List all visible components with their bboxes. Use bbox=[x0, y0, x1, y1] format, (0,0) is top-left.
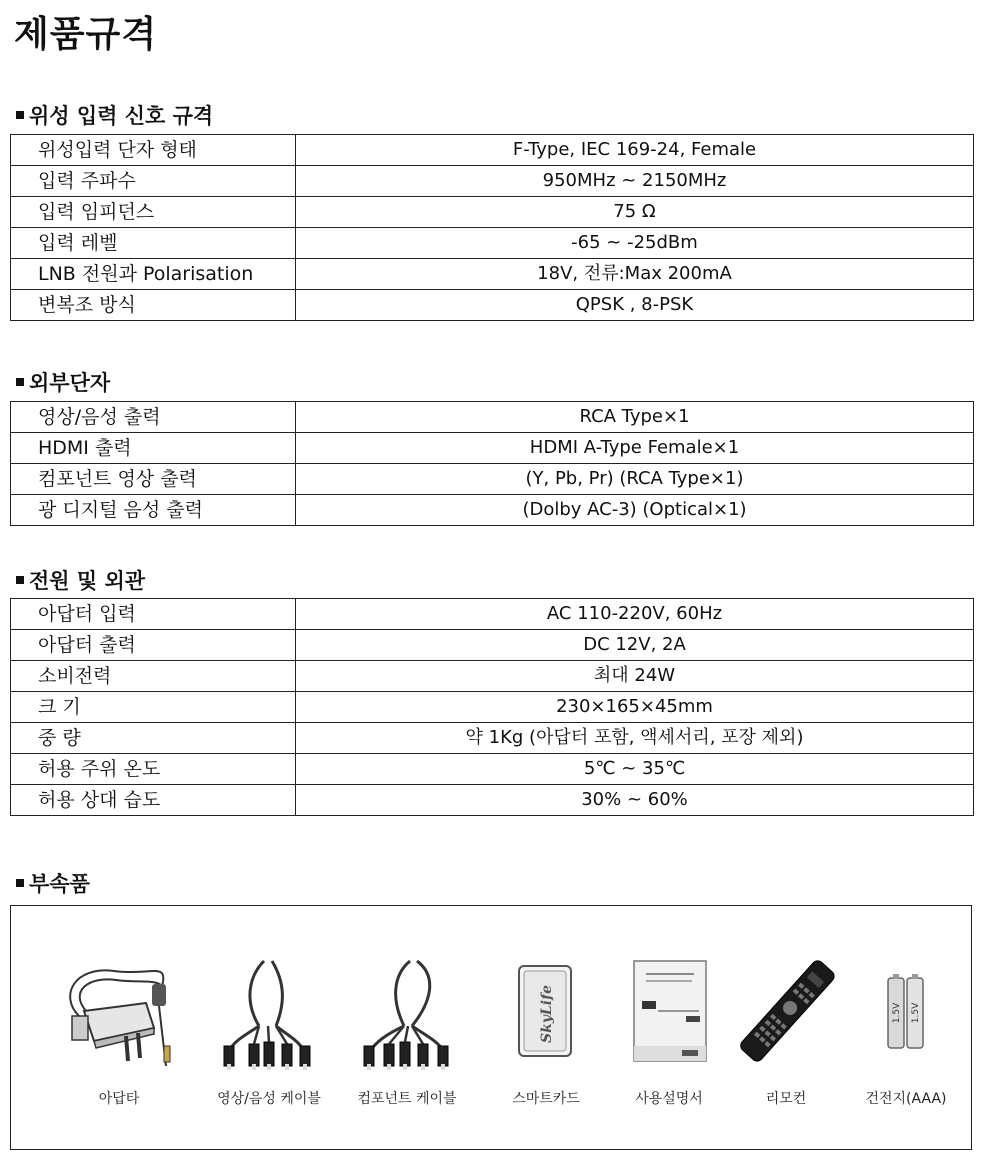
accessory-label: 아답타 bbox=[98, 1091, 140, 1107]
table-row: 크 기 230×165×45mm bbox=[11, 692, 974, 723]
square-bullet-icon bbox=[16, 378, 24, 386]
battery-icon bbox=[841, 956, 971, 1066]
square-bullet-icon bbox=[16, 111, 24, 119]
table-row: 광 디지털 음성 출력 (Dolby AC-3) (Optical×1) bbox=[11, 495, 974, 526]
spec-table-external-terminals bbox=[10, 401, 974, 526]
table-row: 컴포넌트 영상 출력 (Y, Pb, Pr) (RCA Type×1) bbox=[11, 464, 974, 495]
table-row: 입력 레벨 -65 ~ -25dBm bbox=[11, 228, 974, 259]
accessory-label: 스마트카드 bbox=[512, 1091, 580, 1107]
battery-voltage-text: 1.5V bbox=[892, 1002, 902, 1024]
accessory-manual bbox=[604, 906, 734, 1149]
accessory-label: 리모컨 bbox=[765, 1091, 807, 1107]
accessory-label: 영상/음성 케이블 bbox=[217, 1091, 321, 1107]
table-row: 변복조 방식 QPSK , 8-PSK bbox=[11, 290, 974, 321]
battery-voltage-text: 1.5V bbox=[911, 1002, 921, 1024]
section-heading-accessories: 부속품 bbox=[16, 868, 90, 898]
table-row: LNB 전원과 Polarisation 18V, 전류:Max 200mA bbox=[11, 259, 974, 290]
accessory-smartcard bbox=[481, 906, 611, 1149]
accessory-av-cable bbox=[204, 906, 334, 1149]
section-heading-power-appearance: 전원 및 외관 bbox=[16, 565, 145, 595]
accessory-remote bbox=[721, 906, 851, 1149]
spec-table-power-appearance bbox=[10, 598, 974, 816]
smartcard-icon bbox=[481, 956, 611, 1066]
accessory-label: 사용설명서 bbox=[635, 1091, 703, 1107]
table-row: 아답터 입력 AC 110-220V, 60Hz bbox=[11, 599, 974, 630]
table-row: 위성입력 단자 형태 F-Type, IEC 169-24, Female bbox=[11, 135, 974, 166]
remote-icon bbox=[721, 956, 851, 1066]
accessory-label: 컴포넌트 케이블 bbox=[357, 1091, 457, 1107]
square-bullet-icon bbox=[16, 879, 24, 887]
accessory-adapter bbox=[54, 906, 184, 1149]
section-heading-external-terminals: 외부단자 bbox=[16, 367, 110, 397]
adapter-icon bbox=[54, 956, 184, 1066]
smartcard-logo-text: SkyLife bbox=[539, 984, 555, 1044]
section-heading-satellite-input: 위성 입력 신호 규격 bbox=[16, 100, 213, 130]
square-bullet-icon bbox=[16, 576, 24, 584]
component-cable-icon bbox=[342, 956, 472, 1071]
table-row: 중 량 약 1Kg (아답터 포함, 액세서리, 포장 제외) bbox=[11, 723, 974, 754]
table-row: 입력 임피던스 75 Ω bbox=[11, 197, 974, 228]
page-title: 제품규격 bbox=[14, 14, 158, 55]
table-row: HDMI 출력 HDMI A-Type Female×1 bbox=[11, 433, 974, 464]
accessories-box bbox=[10, 905, 972, 1150]
table-row: 허용 주위 온도 5℃ ~ 35℃ bbox=[11, 754, 974, 785]
table-row: 아답터 출력 DC 12V, 2A bbox=[11, 630, 974, 661]
table-row: 입력 주파수 950MHz ~ 2150MHz bbox=[11, 166, 974, 197]
table-row: 허용 상대 습도 30% ~ 60% bbox=[11, 785, 974, 816]
manual-icon bbox=[604, 956, 734, 1066]
accessory-label: 건전지(AAA) bbox=[865, 1091, 947, 1107]
accessory-component-cable bbox=[342, 906, 472, 1149]
accessory-battery bbox=[841, 906, 971, 1149]
table-row: 소비전력 최대 24W bbox=[11, 661, 974, 692]
spec-table-satellite-input bbox=[10, 134, 974, 321]
table-row: 영상/음성 출력 RCA Type×1 bbox=[11, 402, 974, 433]
av-cable-icon bbox=[204, 956, 334, 1071]
